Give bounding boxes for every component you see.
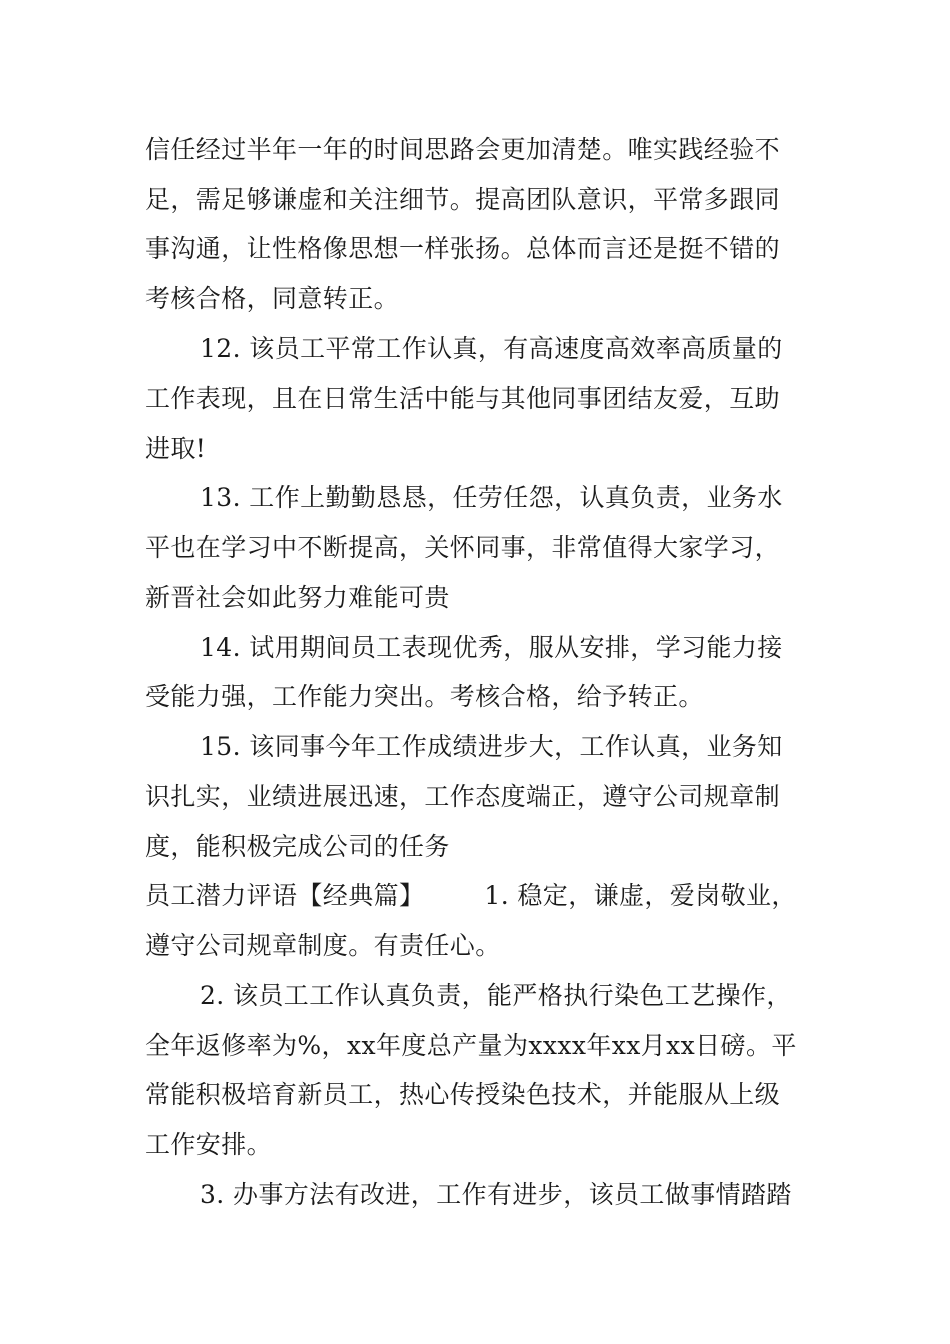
text-line: 工作表现，且在日常生活中能与其他同事团结友爱，互助 xyxy=(145,384,781,413)
text-line: 新晋社会如此努力难能可贵 xyxy=(145,583,450,612)
text-line: 1. 稳定，谦虚，爱岗敬业， xyxy=(484,881,797,910)
text-line: 度，能积极完成公司的任务 xyxy=(145,832,450,861)
text-line: 事沟通，让性格像思想一样张扬。总体而言还是挺不错的 xyxy=(145,234,781,263)
text-line: 足，需足够谦虚和关注细节。提高团队意识，平常多跟同 xyxy=(145,185,781,214)
text-line: 遵守公司规章制度。有责任心。 xyxy=(145,931,501,960)
text-line: 14. 试用期间员工表现优秀，服从安排，学习能力接 xyxy=(200,633,783,662)
section-heading-line xyxy=(145,878,815,914)
text-line: 3. 办事方法有改进，工作有进步，该员工做事情踏踏 xyxy=(200,1180,792,1209)
text-line: 受能力强，工作能力突出。考核合格，给予转正。 xyxy=(145,682,704,711)
text-line: 常能积极培育新员工，热心传授染色技术，并能服从上级 xyxy=(145,1080,781,1109)
text-line: 15. 该同事今年工作成绩进步大，工作认真，业务知 xyxy=(200,732,783,761)
text-line: 识扎实，业绩进展迅速，工作态度端正，遵守公司规章制 xyxy=(145,782,781,811)
text-line: 2. 该员工工作认真负责，能严格执行染色工艺操作， xyxy=(200,981,792,1010)
text-line: 进取! xyxy=(145,434,207,463)
text-line: 工作安排。 xyxy=(145,1130,273,1159)
section-heading: 员工潜力评语【经典篇】 xyxy=(145,881,425,910)
text-line: 信任经过半年一年的时间思路会更加清楚。唯实践经验不 xyxy=(145,135,781,164)
text-line: 13. 工作上勤勤恳恳，任劳任怨，认真负责，业务水 xyxy=(200,483,783,512)
text-line: 平也在学习中不断提高，关怀同事，非常值得大家学习， xyxy=(145,533,781,562)
text-line: 12. 该员工平常工作认真，有高速度高效率高质量的 xyxy=(200,334,783,363)
text-line: 考核合格，同意转正。 xyxy=(145,284,400,313)
text-line: 全年返修率为%，xx年度总产量为xxxx年xx月xx日磅。平 xyxy=(145,1031,797,1060)
